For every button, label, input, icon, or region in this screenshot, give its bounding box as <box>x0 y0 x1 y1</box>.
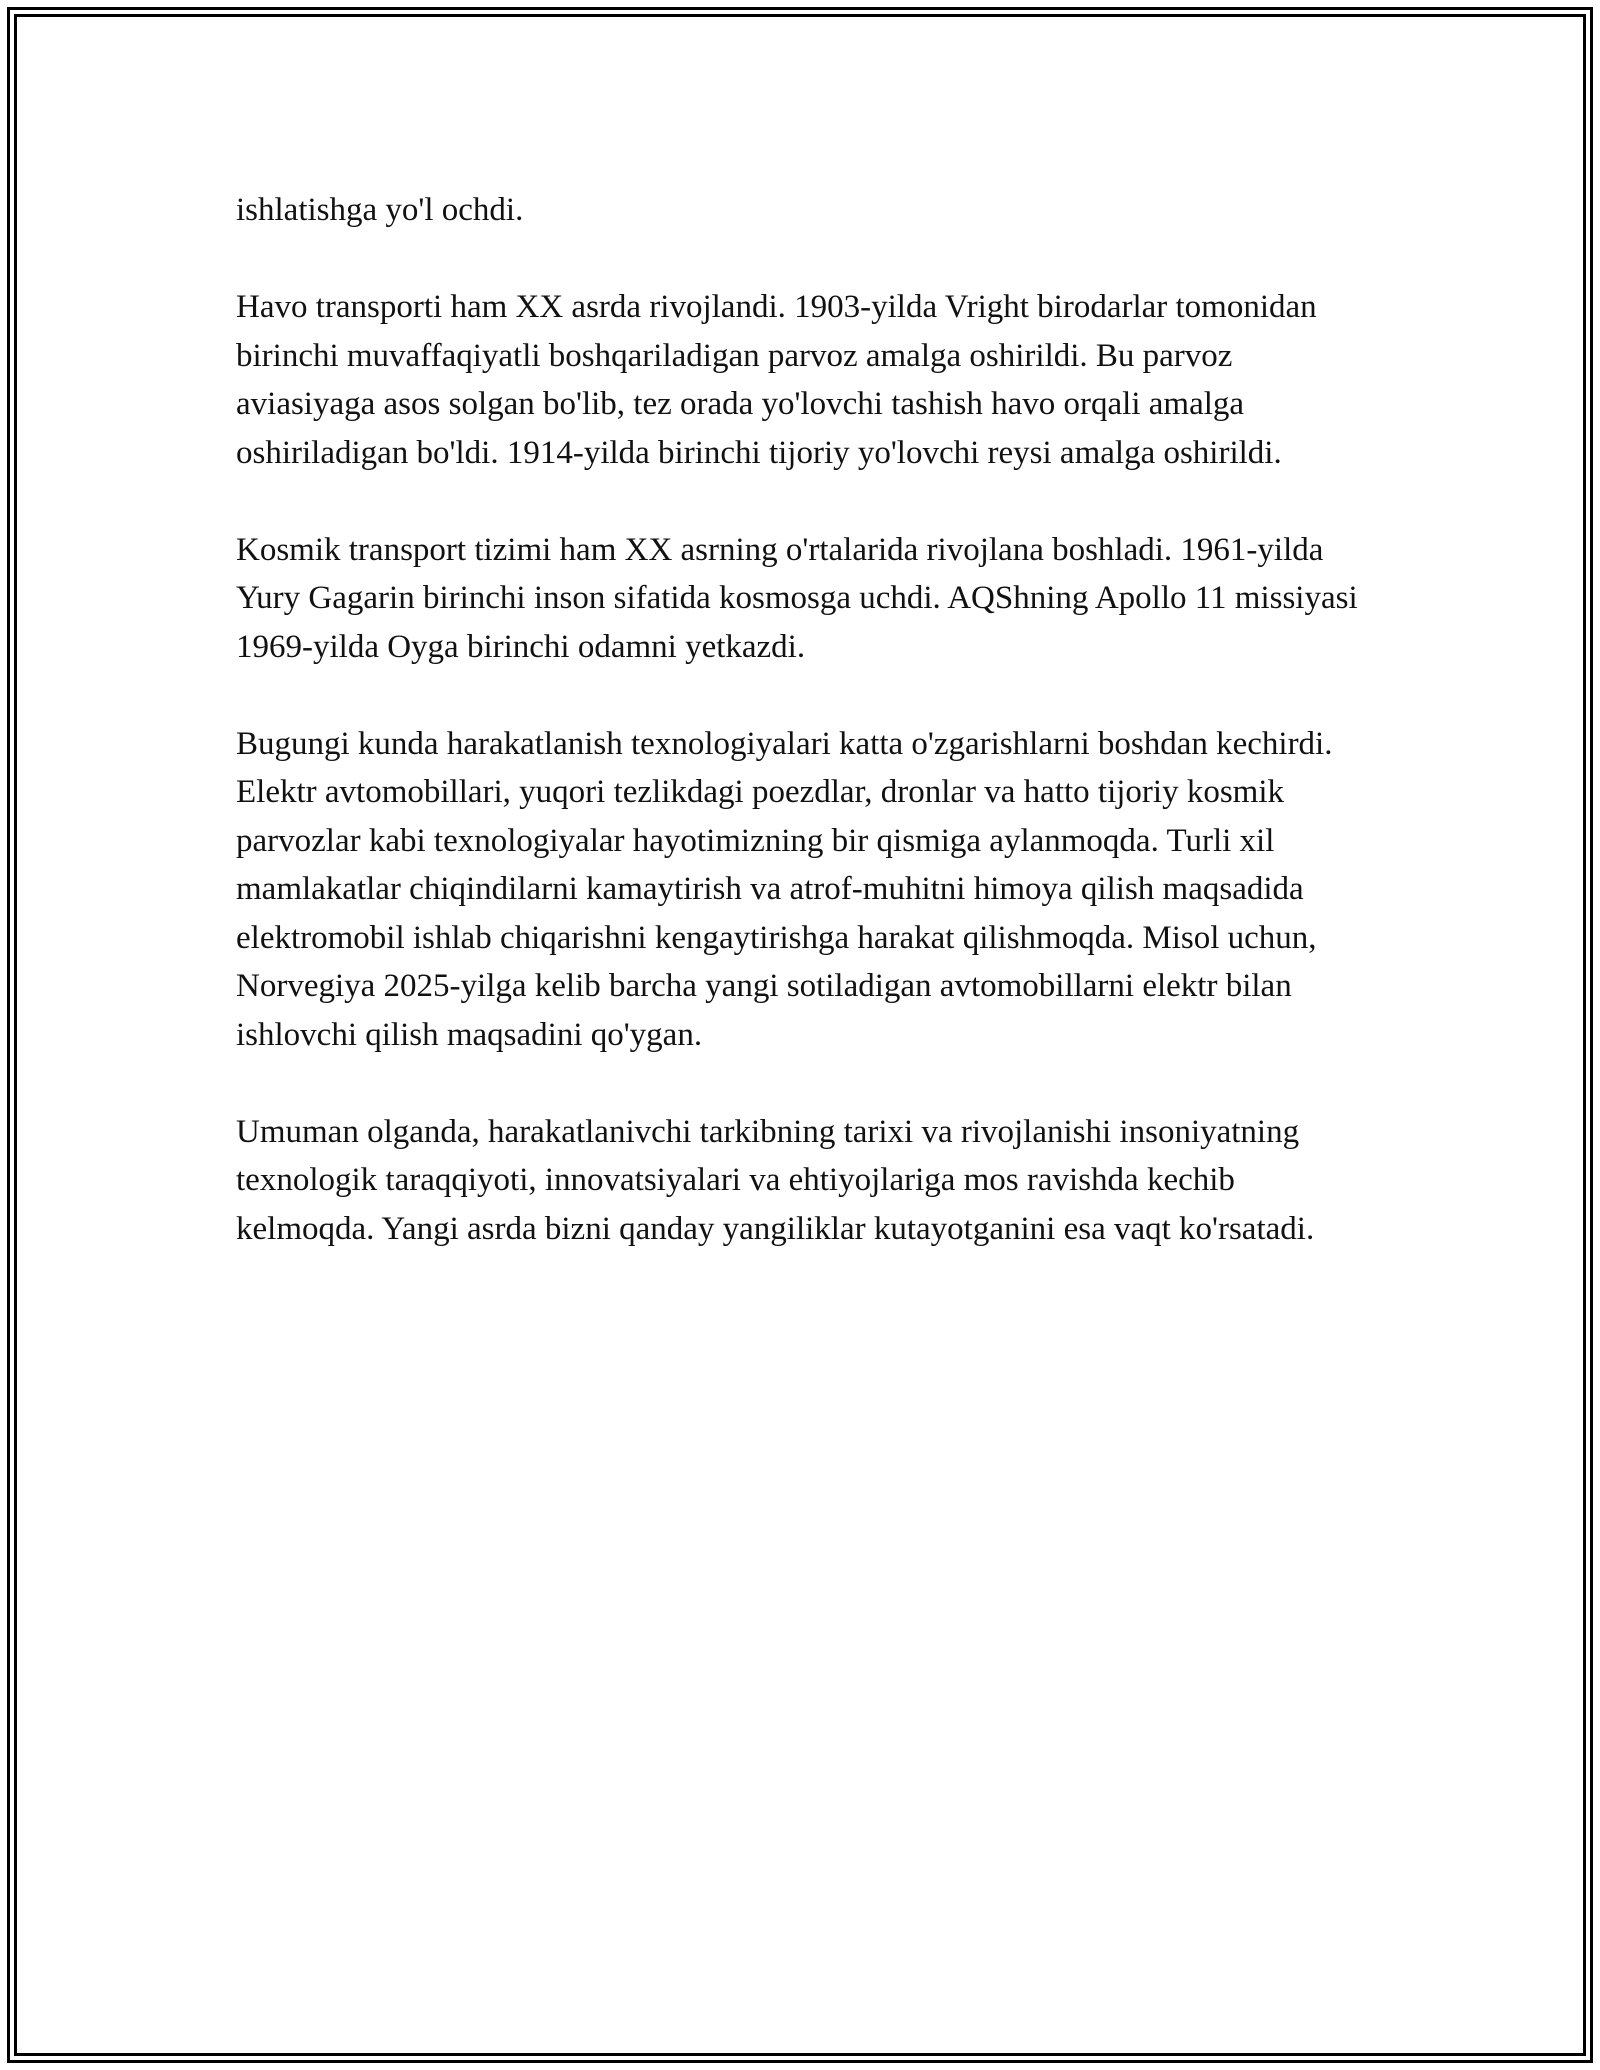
document-body <box>236 186 1376 1302</box>
paragraph-air-transport: Havo transporti ham XX asrda rivojlandi. 1903-yilda Vright birodarlar tomonidan birinchi muvaffaqiyatli boshqariladigan parvoz amalga oshirildi. Bu parvoz aviasiyaga asos solgan bo'lib, tez orada yo'lovchi tashish havo orqali amalga oshiriladigan bo'ldi. 1914-yilda birinchi tijoriy yo'lovchi reysi amalga oshirildi. <box>236 289 1317 471</box>
paragraph-continuation: ishlatishga yo'l ochdi. <box>236 192 524 228</box>
paragraph-modern-technologies: Bugungi kunda harakatlanish texnologiyalari katta o'zgarishlarni boshdan kechirdi. Elektr avtomobillari, yuqori tezlikdagi poezdlar, dronlar va hatto tijoriy kosmik parvozlar kabi texnologiyalar hayotimizning bir qismiga aylanmoqda. Turli xil mamlakatlar chiqindilarni kamaytirish va atrof-muhitni himoya qilish maqsadida elektromobil ishlab chiqarishni kengaytirishga harakat qilishmoqda. Misol uchun, Norvegiya 2025-yilga kelib barcha yangi sotiladigan avtomobillarni elektr bilan ishlovchi qilish maqsadini qo'ygan. <box>236 725 1333 1053</box>
paragraph-conclusion: Umuman olganda, harakatlanivchi tarkibning tarixi va rivojlanishi insoniyatning texnologik taraqqiyoti, innovatsiyalari va ehtiyojlariga mos ravishda kechib kelmoqda. Yangi asrda bizni qanday yangiliklar kutayotganini esa vaqt ko'rsatadi. <box>236 1113 1315 1247</box>
paragraph-space-transport: Kosmik transport tizimi ham XX asrning o'rtalarida rivojlana boshladi. 1961-yilda Yury Gagarin birinchi inson sifatida kosmosga uchdi. AQShning Apollo 11 missiyasi 1969-yilda Oyga birinchi odamni yetkazdi. <box>236 531 1358 665</box>
